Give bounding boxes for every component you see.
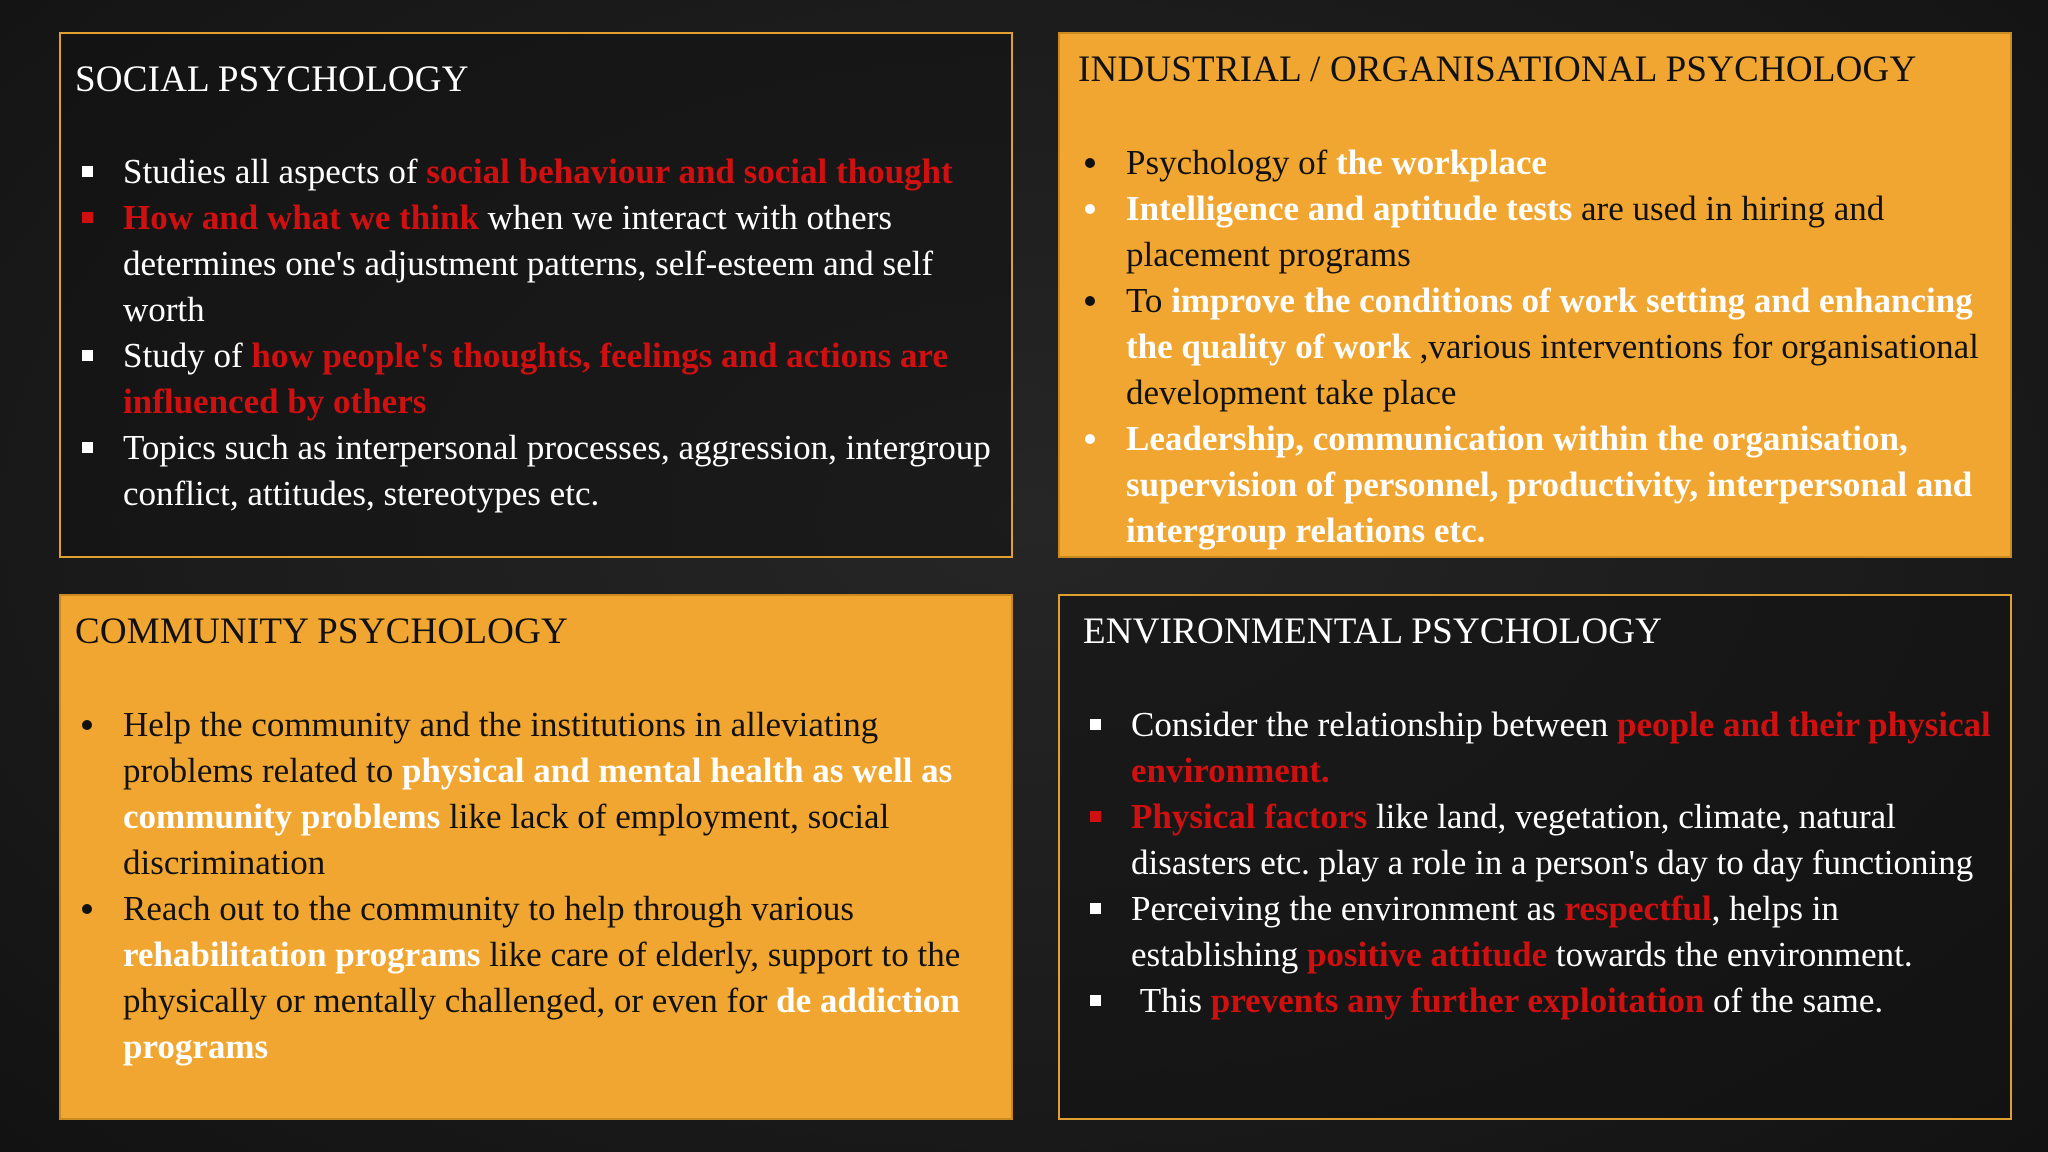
highlight-text: prevents any further exploitation <box>1210 981 1705 1020</box>
round-bullet-icon <box>1078 186 1102 232</box>
square-bullet-icon <box>1083 702 1107 748</box>
list-item <box>75 333 1005 425</box>
list-item <box>1083 886 2004 978</box>
bullet-text: like land, vegetation, climate, natural disasters etc. play a role in a person's day to day functioning <box>1131 797 1974 882</box>
bullet-text: ,various interventions for organisational development take place <box>1126 327 1979 412</box>
square-bullet-icon <box>1083 978 1107 1024</box>
round-bullet-icon <box>1078 140 1102 186</box>
square-bullet-icon <box>75 333 99 379</box>
highlight-text: de addiction programs <box>123 981 960 1066</box>
bullet-text: are used in hiring and placement programs <box>1126 189 1885 274</box>
bullet-text: Topics such as interpersonal processes, aggression, intergroup conflict, attitudes, stereotypes etc. <box>123 428 991 513</box>
list-item <box>75 702 1005 886</box>
list-item <box>1083 702 2004 794</box>
community-psychology-panel <box>59 594 1013 1120</box>
highlight-text: social behaviour and social thought <box>426 152 953 191</box>
list-item <box>75 425 1005 517</box>
bullet-text: like lack of employment, social discrimination <box>123 797 890 882</box>
list-item <box>75 195 1005 333</box>
bullet-text: Help the community and the institutions in alleviating problems related to <box>123 705 879 790</box>
bullet-text: Consider the relationship between <box>1131 705 1617 744</box>
environmental-psychology-list <box>1083 702 2004 1024</box>
social-psychology-panel <box>59 32 1013 558</box>
highlight-text: Physical factors <box>1131 797 1368 836</box>
bullet-text: Study of <box>123 336 252 375</box>
environmental-psychology-title: ENVIRONMENTAL PSYCHOLOGY <box>1083 611 1663 652</box>
list-item <box>1078 186 2004 278</box>
highlight-text: Leadership, communication within the organisation, supervision of personnel, productivity, interpersonal and intergroup relations etc. <box>1126 419 1973 550</box>
community-psychology-list <box>75 702 1005 1070</box>
list-item <box>1083 978 2004 1024</box>
highlight-text: the workplace <box>1336 143 1547 182</box>
highlight-text: How and what we think <box>123 198 479 237</box>
bullet-text: Perceiving the environment as <box>1131 889 1565 928</box>
industrial-psychology-list <box>1078 140 2004 554</box>
square-bullet-icon <box>75 149 99 195</box>
industrial-psychology-title: INDUSTRIAL / ORGANISATIONAL PSYCHOLOGY <box>1078 49 1917 90</box>
bullet-text: Psychology of <box>1126 143 1336 182</box>
list-item <box>1083 794 2004 886</box>
highlight-text: how people's thoughts, feelings and actions are influenced by others <box>123 336 948 421</box>
list-item <box>1078 278 2004 416</box>
square-bullet-icon <box>75 195 99 241</box>
bullet-text: like care of elderly, support to the physically or mentally challenged, or even for <box>123 935 961 1020</box>
environmental-psychology-panel <box>1058 594 2012 1120</box>
highlight-text: Intelligence and aptitude tests <box>1126 189 1573 228</box>
round-bullet-icon <box>1078 278 1102 324</box>
round-bullet-icon <box>1078 416 1102 462</box>
community-psychology-title: COMMUNITY PSYCHOLOGY <box>75 611 568 652</box>
bullet-text: Reach out to the community to help through various <box>123 889 854 928</box>
square-bullet-icon <box>1083 794 1107 840</box>
industrial-psychology-panel <box>1058 32 2012 558</box>
square-bullet-icon <box>75 425 99 471</box>
bullet-text: Studies all aspects of <box>123 152 427 191</box>
bullet-text: when we interact with others determines one's adjustment patterns, self-esteem and self worth <box>123 198 934 329</box>
square-bullet-icon <box>1083 886 1107 932</box>
list-item <box>75 149 1005 195</box>
round-bullet-icon <box>75 702 99 748</box>
highlight-text: physical and mental health as well as community problems <box>123 751 953 836</box>
list-item <box>1078 140 2004 186</box>
highlight-text: respectful <box>1564 889 1712 928</box>
highlight-text: rehabilitation programs <box>123 935 481 974</box>
social-psychology-title: SOCIAL PSYCHOLOGY <box>75 59 469 100</box>
highlight-text: positive attitude <box>1306 935 1548 974</box>
highlight-text: improve the conditions of work setting and enhancing the quality of work <box>1126 281 1973 366</box>
list-item <box>75 886 1005 1070</box>
highlight-text: people and their physical environment. <box>1131 705 1991 790</box>
social-psychology-list <box>75 149 1005 517</box>
bullet-text: , helps in establishing <box>1131 889 1839 974</box>
bullet-text: This <box>1131 981 1211 1020</box>
bullet-text: of the same. <box>1704 981 1884 1020</box>
bullet-text: towards the environment. <box>1547 935 1913 974</box>
round-bullet-icon <box>75 886 99 932</box>
bullet-text: To <box>1126 281 1172 320</box>
list-item <box>1078 416 2004 554</box>
